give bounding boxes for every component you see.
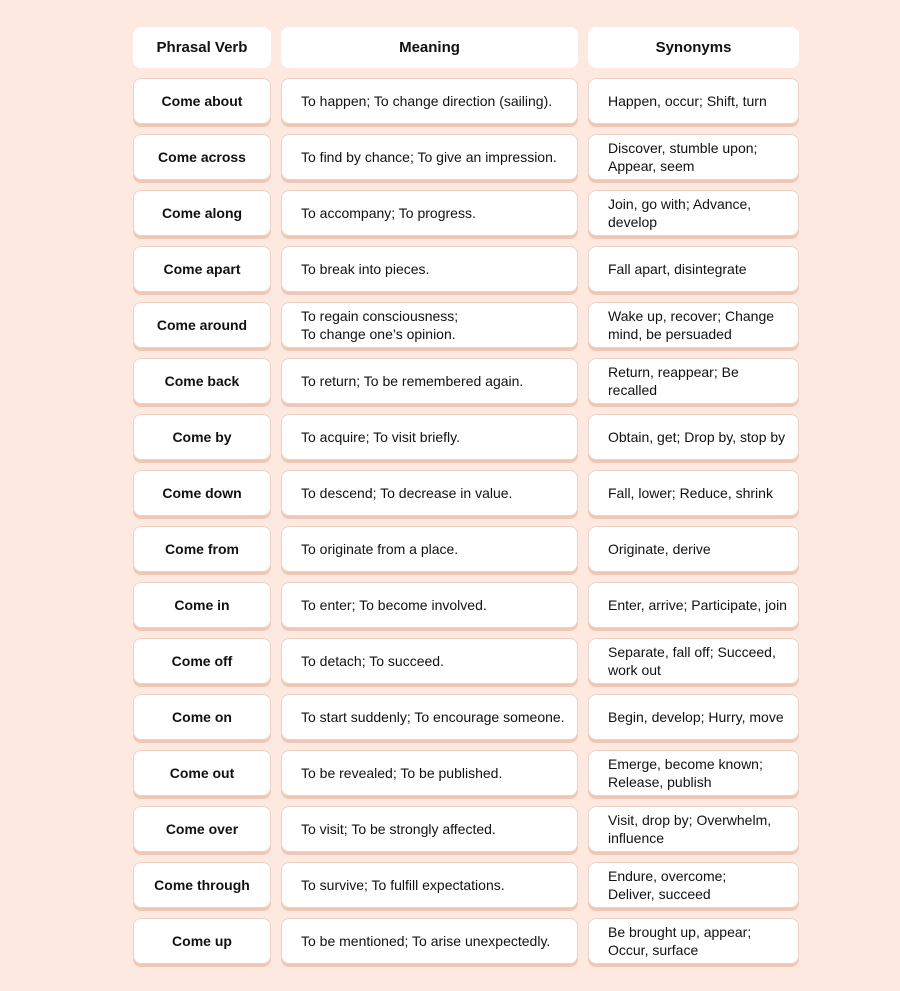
synonyms-cell: Enter, arrive; Participate, join (588, 582, 799, 628)
synonyms-cell: Happen, occur; Shift, turn (588, 78, 799, 124)
verb-cell: Come about (133, 78, 271, 124)
header-phrasal-verb: Phrasal Verb (133, 27, 271, 68)
verb-cell: Come from (133, 526, 271, 572)
synonyms-cell: Fall apart, disintegrate (588, 246, 799, 292)
meaning-cell: To happen; To change direction (sailing). (281, 78, 578, 124)
synonyms-cell: Join, go with; Advance, develop (588, 190, 799, 236)
meaning-cell: To be mentioned; To arise unexpectedly. (281, 918, 578, 964)
header-meaning: Meaning (281, 27, 578, 68)
synonyms-cell: Return, reappear; Be recalled (588, 358, 799, 404)
meaning-cell: To descend; To decrease in value. (281, 470, 578, 516)
table-row (133, 582, 799, 628)
table-row (133, 358, 799, 404)
synonyms-cell: Wake up, recover; Change mind, be persuaded (588, 302, 799, 348)
synonyms-cell: Separate, fall off; Succeed, work out (588, 638, 799, 684)
table-row (133, 638, 799, 684)
table-header-row (133, 27, 799, 68)
meaning-cell: To enter; To become involved. (281, 582, 578, 628)
meaning-cell: To survive; To fulfill expectations. (281, 862, 578, 908)
meaning-cell: To break into pieces. (281, 246, 578, 292)
verb-cell: Come along (133, 190, 271, 236)
verb-cell: Come over (133, 806, 271, 852)
verb-cell: Come through (133, 862, 271, 908)
verb-cell: Come back (133, 358, 271, 404)
synonyms-cell: Begin, develop; Hurry, move (588, 694, 799, 740)
table-row (133, 470, 799, 516)
meaning-cell: To regain consciousness; To change one’s opinion. (281, 302, 578, 348)
synonyms-cell: Obtain, get; Drop by, stop by (588, 414, 799, 460)
verb-cell: Come up (133, 918, 271, 964)
synonyms-cell: Be brought up, appear; Occur, surface (588, 918, 799, 964)
table-row (133, 862, 799, 908)
meaning-cell: To return; To be remembered again. (281, 358, 578, 404)
header-synonyms: Synonyms (588, 27, 799, 68)
verb-cell: Come on (133, 694, 271, 740)
meaning-cell: To accompany; To progress. (281, 190, 578, 236)
synonyms-cell: Discover, stumble upon; Appear, seem (588, 134, 799, 180)
table-row (133, 526, 799, 572)
synonyms-cell: Endure, overcome; Deliver, succeed (588, 862, 799, 908)
meaning-cell: To start suddenly; To encourage someone. (281, 694, 578, 740)
table-row (133, 190, 799, 236)
verb-cell: Come out (133, 750, 271, 796)
meaning-cell: To visit; To be strongly affected. (281, 806, 578, 852)
table-row (133, 134, 799, 180)
phrasal-verb-table (133, 27, 799, 974)
verb-cell: Come by (133, 414, 271, 460)
verb-cell: Come down (133, 470, 271, 516)
table-row (133, 918, 799, 964)
verb-cell: Come apart (133, 246, 271, 292)
table-row (133, 806, 799, 852)
table-body (133, 78, 799, 964)
meaning-cell: To find by chance; To give an impression. (281, 134, 578, 180)
synonyms-cell: Visit, drop by; Overwhelm, influence (588, 806, 799, 852)
verb-cell: Come across (133, 134, 271, 180)
table-row (133, 78, 799, 124)
meaning-cell: To acquire; To visit briefly. (281, 414, 578, 460)
meaning-cell: To be revealed; To be published. (281, 750, 578, 796)
synonyms-cell: Originate, derive (588, 526, 799, 572)
meaning-cell: To detach; To succeed. (281, 638, 578, 684)
table-row (133, 246, 799, 292)
table-row (133, 750, 799, 796)
table-row (133, 302, 799, 348)
verb-cell: Come in (133, 582, 271, 628)
synonyms-cell: Fall, lower; Reduce, shrink (588, 470, 799, 516)
meaning-cell: To originate from a place. (281, 526, 578, 572)
table-row (133, 694, 799, 740)
verb-cell: Come around (133, 302, 271, 348)
table-row (133, 414, 799, 460)
verb-cell: Come off (133, 638, 271, 684)
synonyms-cell: Emerge, become known; Release, publish (588, 750, 799, 796)
